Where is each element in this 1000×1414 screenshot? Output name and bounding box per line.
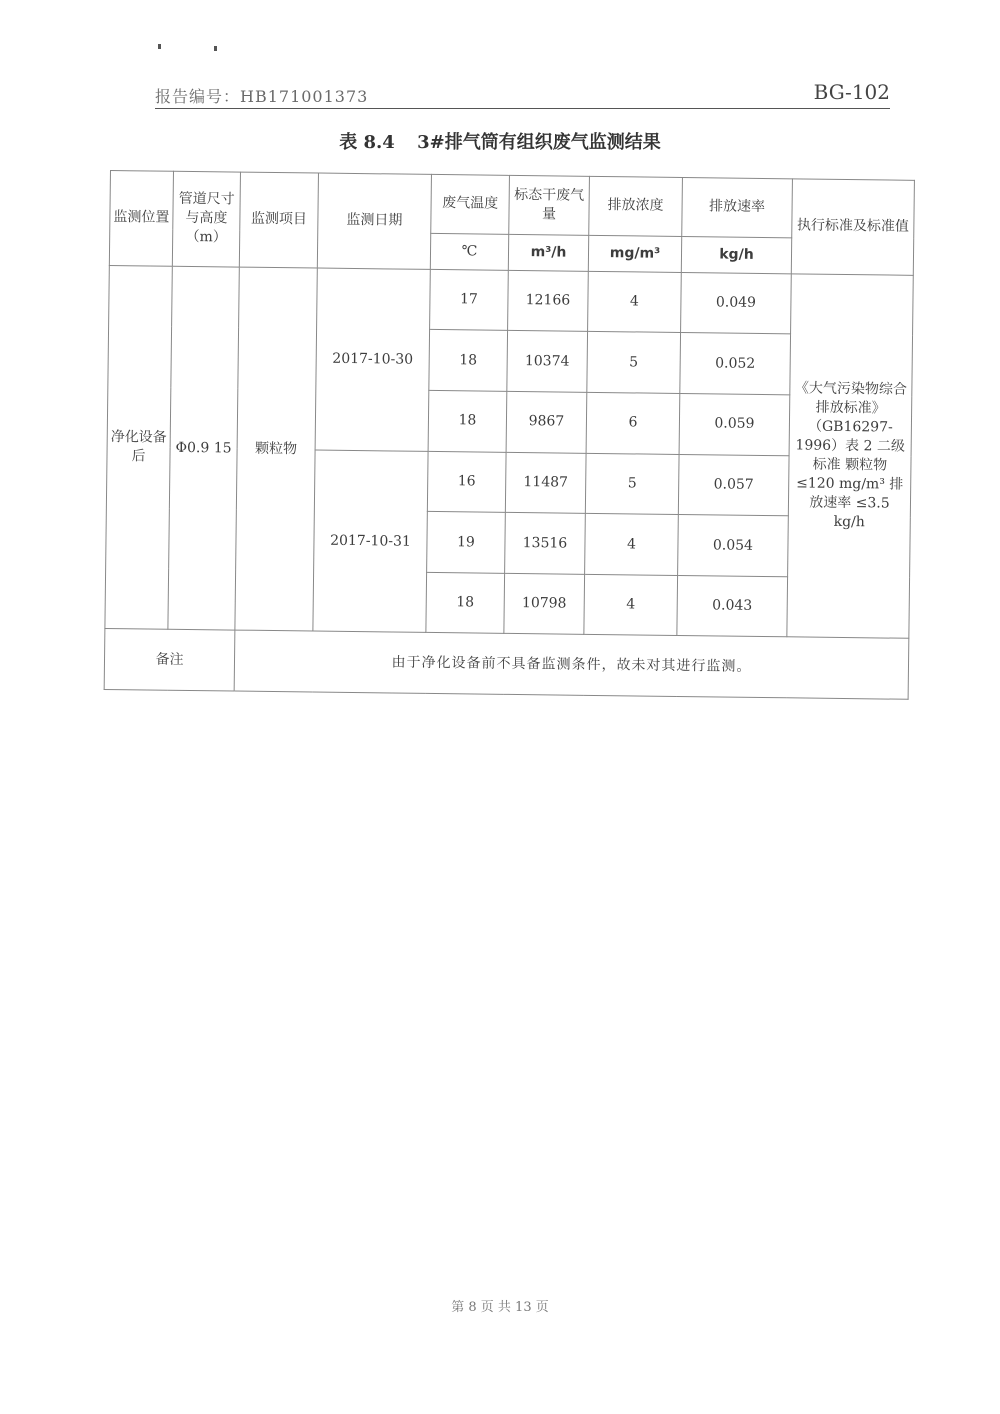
cell-conc: 4 [585, 514, 679, 576]
unit-flow: m³/h [508, 234, 588, 271]
cell-temp: 17 [430, 269, 509, 331]
cell-rate: 0.049 [681, 272, 792, 334]
cell-flow: 9867 [506, 391, 587, 453]
cell-rate: 0.057 [678, 454, 789, 516]
cell-flow: 10798 [504, 573, 585, 635]
unit-rate: kg/h [681, 236, 791, 274]
cell-rate: 0.043 [677, 575, 788, 637]
form-code: BG-102 [813, 80, 890, 104]
report-number: 报告编号：HB171001373 [155, 87, 369, 106]
scan-speck [158, 44, 161, 49]
cell-rate: 0.054 [678, 515, 789, 577]
cell-flow: 13516 [505, 513, 586, 575]
col-header-pipe: 管道尺寸与高度（m） [172, 171, 240, 267]
table-number: 表 8.4 [339, 132, 395, 153]
cell-temp: 16 [427, 451, 506, 513]
cell-rate: 0.059 [679, 394, 790, 456]
header-divider [155, 108, 890, 109]
cell-temp: 18 [426, 572, 505, 634]
unit-conc: mg/m³ [588, 235, 681, 272]
remark-text: 由于净化设备前不具备监测条件，故未对其进行监测。 [234, 630, 909, 699]
page-footer: 第 8 页 共 13 页 [451, 1300, 549, 1315]
cell-flow: 11487 [505, 452, 586, 514]
col-header-temp: 废气温度 [431, 174, 510, 234]
cell-conc: 4 [588, 271, 682, 333]
cell-item: 颗粒物 [235, 267, 317, 631]
col-header-standard: 执行标准及标准值 [791, 179, 914, 275]
cell-conc: 6 [586, 392, 680, 454]
cell-temp: 18 [429, 330, 508, 392]
col-header-rate: 排放速率 [682, 177, 793, 237]
cell-conc: 5 [585, 453, 679, 515]
cell-temp: 19 [427, 512, 506, 574]
cell-flow: 10374 [507, 331, 588, 393]
col-header-location: 监测位置 [109, 171, 173, 267]
table-name: 3#排气筒有组织废气监测结果 [417, 132, 661, 153]
table-title [0, 128, 1000, 154]
cell-date: 2017-10-31 [313, 450, 428, 633]
col-header-item: 监测项目 [239, 172, 318, 268]
scan-speck [214, 46, 217, 51]
page-header [155, 80, 890, 110]
unit-temp: ℃ [430, 233, 508, 270]
monitoring-results-table [104, 170, 915, 700]
cell-conc: 4 [584, 574, 678, 636]
cell-date: 2017-10-30 [315, 268, 430, 451]
cell-flow: 12166 [508, 270, 589, 332]
cell-conc: 5 [587, 332, 681, 394]
col-header-conc: 排放浓度 [589, 176, 683, 236]
cell-location: 净化设备后 [105, 265, 172, 629]
cell-standard: 《大气污染物综合排放标准》（GB16297-1996）表 2 二级标准 颗粒物 ≤120 mg/m³ 排放速率 ≤3.5 kg/h [787, 274, 913, 639]
cell-rate: 0.052 [680, 333, 791, 395]
cell-pipe: Φ0.9 15 [168, 266, 239, 630]
remark-label: 备注 [104, 629, 235, 691]
col-header-date: 监测日期 [317, 173, 431, 269]
col-header-flow: 标态干废气量 [509, 175, 590, 235]
cell-temp: 18 [428, 390, 507, 452]
